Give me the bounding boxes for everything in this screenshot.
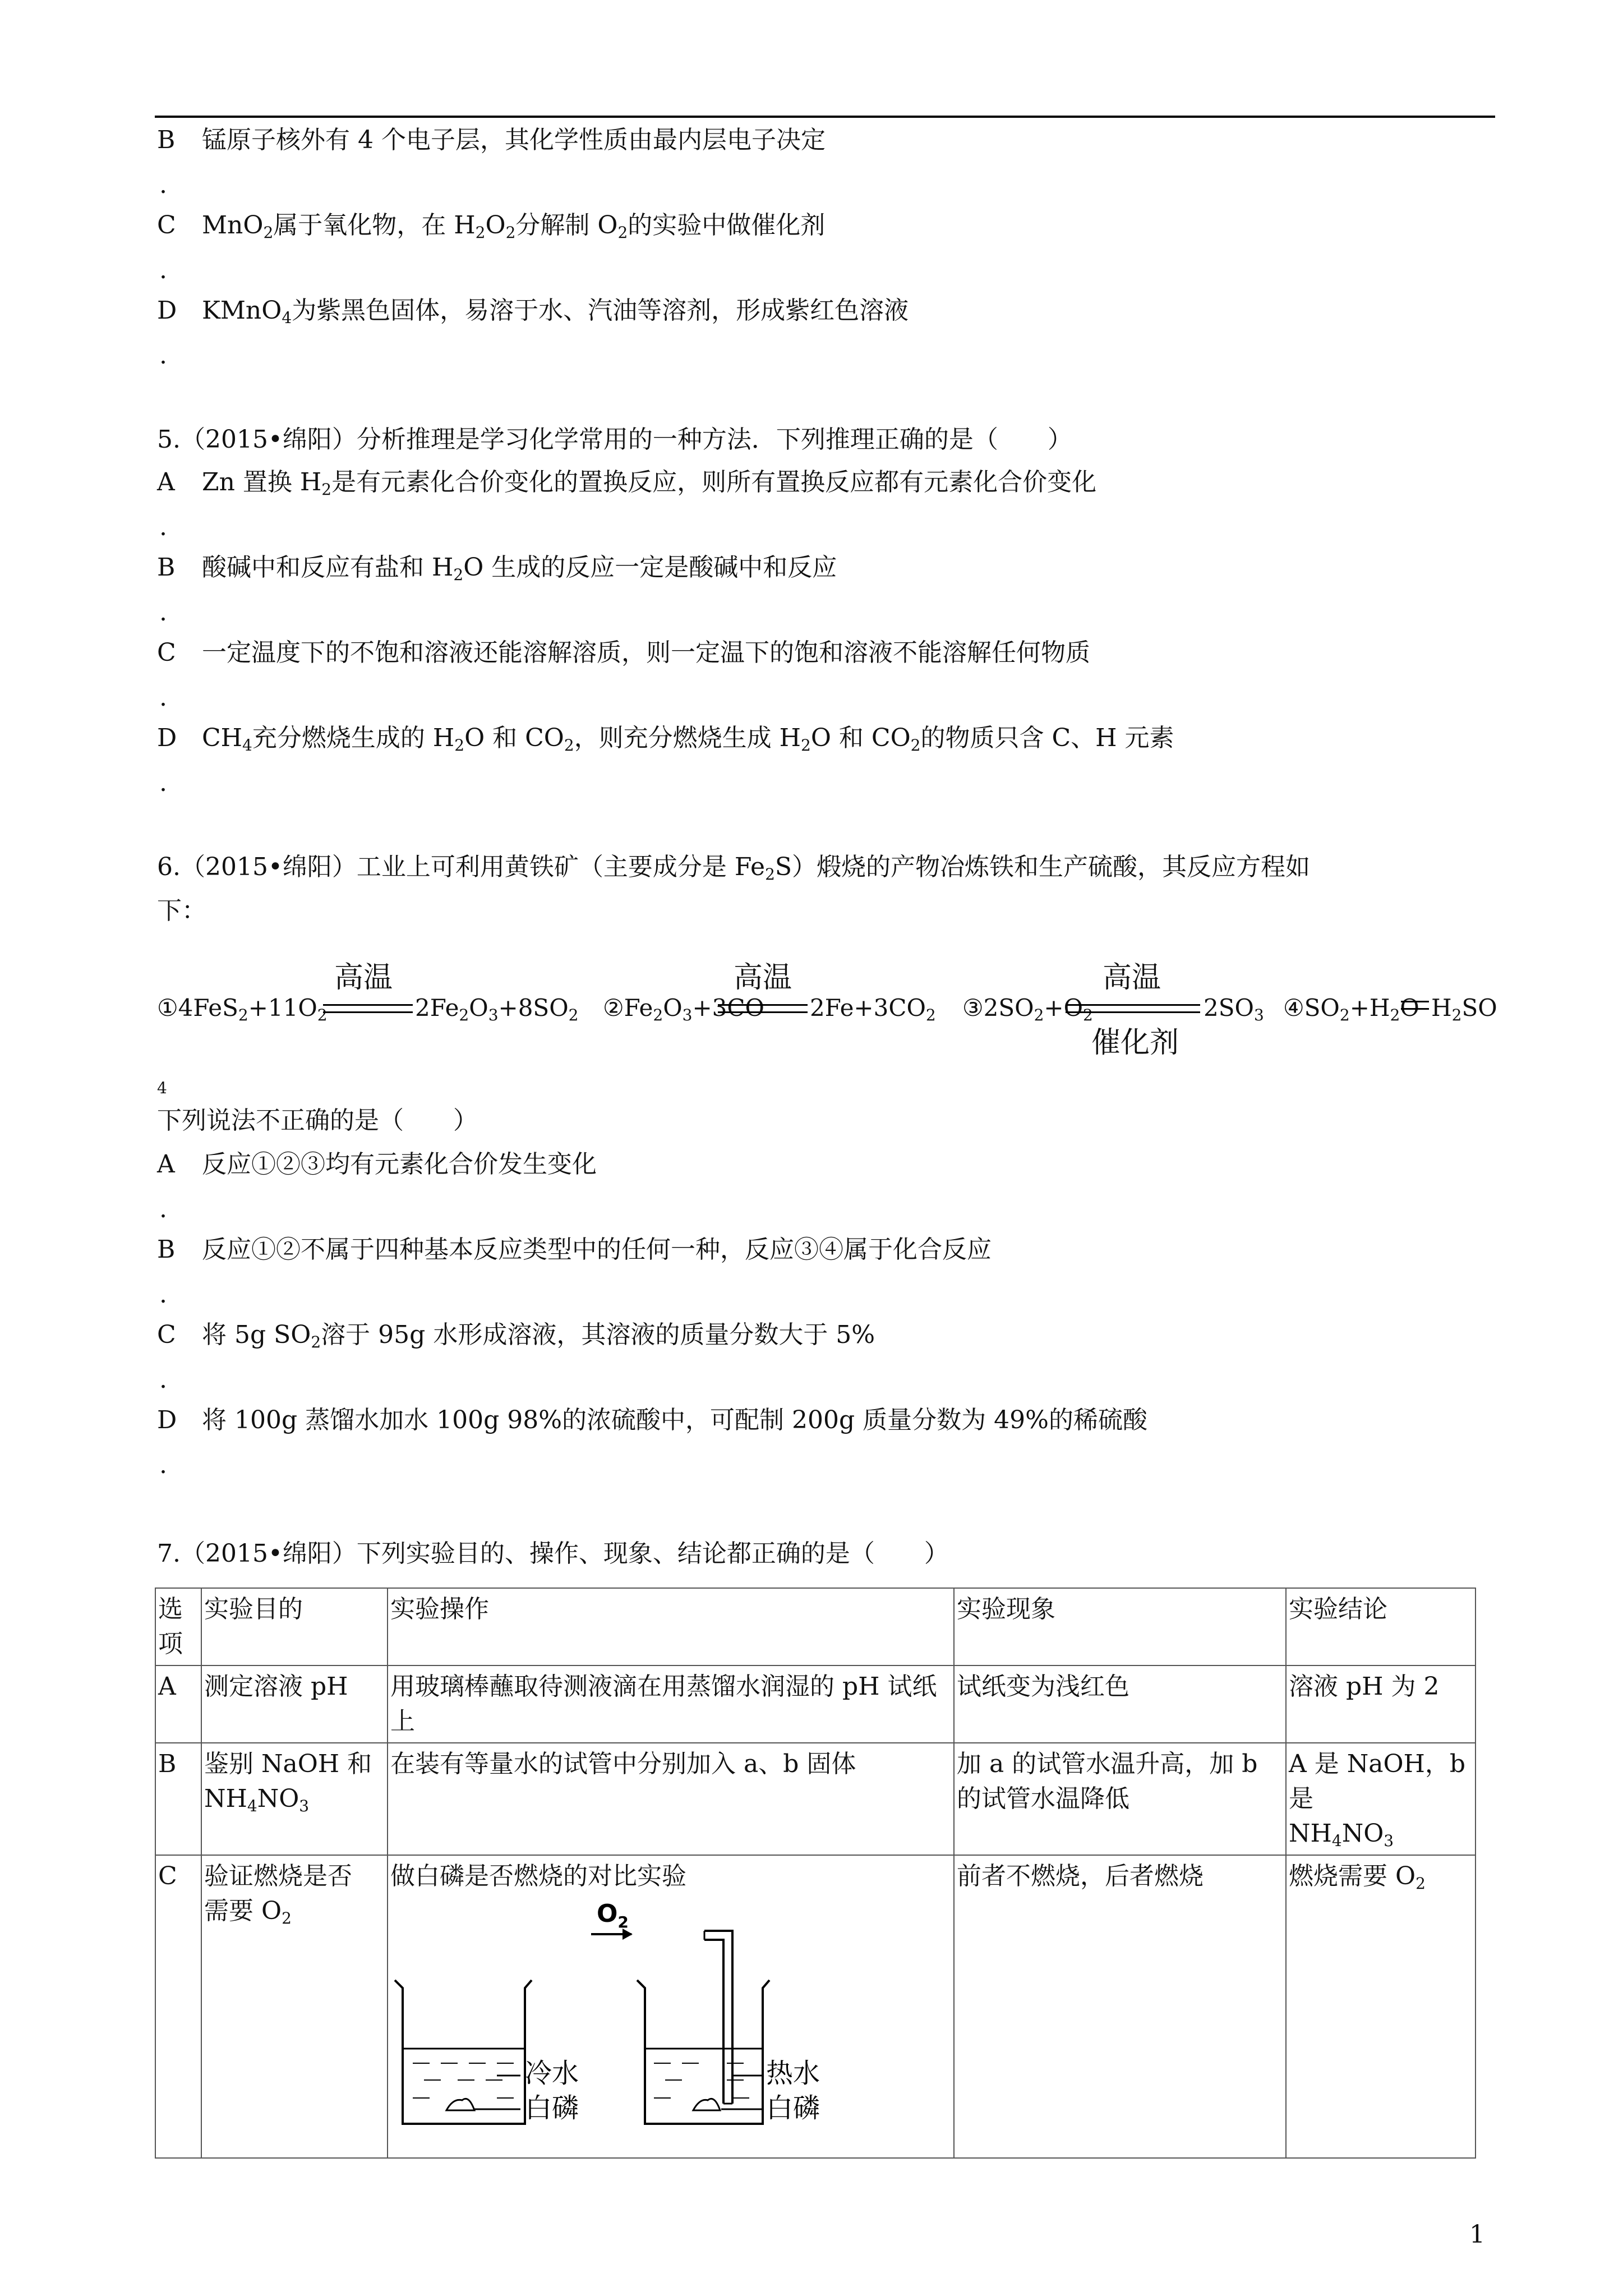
q5-stem: 5.（2015•绵阳）分析推理是学习化学常用的一种方法．下列推理正确的是（ ） xyxy=(157,425,1072,454)
row-b-conclusion: A 是 NaOH，b 是 $NH_4NO_3$ xyxy=(1286,1743,1476,1855)
q6-option-a: A 反应①②③均有元素化合价发生变化 xyxy=(157,1150,597,1179)
condition-catalyst: 催化剂 xyxy=(1091,1026,1179,1060)
q6-stem-line1: 6.（2015•绵阳）工业上可利用黄铁矿（主要成分是 $Fe_2S$）煅烧的产物冶炼铁和生产硫酸，其反应方程如 xyxy=(157,853,1311,884)
reaction-1-reactants: $①4FeS_2+11O_2$ xyxy=(157,994,328,1024)
page-number: 1 xyxy=(1469,2220,1485,2249)
header-purpose: 实验目的 xyxy=(201,1588,388,1665)
reaction-2-reactants: $②Fe_2O_3+3CO$ xyxy=(603,994,764,1024)
row-c-purpose: 验证燃烧是否 需要 $O_2$ xyxy=(201,1855,388,2158)
row-a-phenomenon: 试纸变为浅红色 xyxy=(954,1665,1286,1743)
row-b-purpose: 鉴别 NaOH 和 $NH_4NO_3$ xyxy=(201,1743,388,1855)
q5-option-b: B 酸碱中和反应有盐和 $H_2O$ 生成的反应一定是酸碱中和反应 xyxy=(157,553,837,584)
header-rule xyxy=(155,116,1495,118)
beaker-cold-water xyxy=(395,1980,532,2124)
header-phenomenon: 实验现象 xyxy=(954,1588,1286,1665)
option-dot: . xyxy=(159,769,167,797)
condition-high-temp-1: 高温 xyxy=(334,961,393,995)
label-hot-water: 热水 xyxy=(766,2058,820,2089)
reaction-2-products: $2Fe+3CO_2$ xyxy=(810,994,936,1024)
q4-option-d: D KMnO$_4$为紫黑色固体，易溶于水、汽油等溶剂，形成紫红色溶液 xyxy=(157,296,909,327)
header-option: 选 项 xyxy=(155,1588,201,1665)
q6-option-c: C 将 5g $SO_2$溶于 95g 水形成溶液，其溶液的质量分数大于 5% xyxy=(157,1320,875,1351)
q7-stem: 7.（2015•绵阳）下列实验目的、操作、现象、结论都正确的是（ ） xyxy=(157,1539,949,1568)
condition-high-temp-3: 高温 xyxy=(1103,961,1161,995)
option-dot: . xyxy=(159,598,167,627)
option-dot: . xyxy=(159,513,167,541)
equals-sign-2 xyxy=(718,1004,808,1013)
option-dot: . xyxy=(159,171,167,199)
q4-option-b: B 锰原子核外有 4 个电子层，其化学性质由最内层电子决定 xyxy=(157,126,826,154)
reaction-4-reactants: $④SO_2+H_2O$ xyxy=(1283,994,1419,1024)
q5-option-d: D $CH_4$充分燃烧生成的 $H_2O$ 和 $CO_2$，则充分燃烧生成 $H_2O$ 和 $CO_2$的物质只含 C、H 元素 xyxy=(157,724,1174,754)
q5-option-c: C 一定温度下的不饱和溶液还能溶解溶质，则一定温下的饱和溶液不能溶解任何物质 xyxy=(157,638,1090,667)
label-white-phosphorus-1: 白磷 xyxy=(525,2092,579,2124)
option-dot: . xyxy=(159,1195,167,1223)
q5-option-a: A Zn 置换 $H_2$是有元素化合价变化的置换反应，则所有置换反应都有元素化合价变化 xyxy=(157,468,1097,499)
row-a-purpose: 测定溶液 pH xyxy=(201,1665,388,1743)
beaker-hot-water xyxy=(637,1980,769,2124)
q6-option-d: D 将 100g 蒸馏水加水 100g 98%的浓硫酸中，可配制 200g 质量分数为 49%的稀硫酸 xyxy=(157,1406,1147,1434)
row-c-phenomenon: 前者不燃烧，后者燃烧 xyxy=(954,1855,1286,2158)
header-conclusion: 实验结论 xyxy=(1286,1588,1476,1665)
option-dot: . xyxy=(159,1280,167,1309)
equation-wrap-subscript: 4 xyxy=(157,1079,167,1097)
oxygen-tube xyxy=(704,1931,732,2104)
label-cold-water: 冷水 xyxy=(525,2058,579,2089)
reaction-3-reactants: $③2SO_2+O_2$ xyxy=(962,994,1093,1024)
equals-sign-4 xyxy=(1401,1001,1429,1010)
option-dot: . xyxy=(159,1365,167,1394)
reaction-equations xyxy=(157,954,1503,1066)
label-white-phosphorus-2: 白磷 xyxy=(766,2092,820,2124)
header-operation: 实验操作 xyxy=(388,1588,954,1665)
experiment-table xyxy=(155,1588,1476,2159)
table-header-row xyxy=(155,1588,1476,1665)
row-b-phenomenon: 加 a 的试管水温升高，加 b 的试管水温降低 xyxy=(954,1743,1286,1855)
q6-stem-line2: 下： xyxy=(157,896,206,925)
reaction-3-products: $2SO_3$ xyxy=(1204,994,1264,1024)
table-row xyxy=(155,1743,1476,1855)
row-c-operation xyxy=(388,1855,954,2158)
table-row xyxy=(155,1855,1476,2158)
row-c-operation-text: 做白磷是否燃烧的对比实验 xyxy=(390,1862,686,1890)
row-a-operation: 用玻璃棒蘸取待测液滴在用蒸馏水润湿的 pH 试纸上 xyxy=(388,1665,954,1743)
q6-ask: 下列说法不正确的是（ ） xyxy=(157,1106,478,1135)
q6-option-b: B 反应①②不属于四种基本反应类型中的任何一种，反应③④属于化合反应 xyxy=(157,1235,992,1264)
phosphorus-experiment-figure xyxy=(390,1897,884,2133)
row-a-option: A xyxy=(155,1665,201,1743)
row-c-conclusion: 燃烧需要 $O_2$ xyxy=(1286,1855,1476,2158)
row-b-option: B xyxy=(155,1743,201,1855)
option-dot: . xyxy=(159,683,167,712)
reaction-4-products: $H_2SO$ xyxy=(1431,994,1497,1024)
option-dot: . xyxy=(159,1451,167,1479)
option-dot: . xyxy=(159,341,167,370)
row-a-conclusion: 溶液 pH 为 2 xyxy=(1286,1665,1476,1743)
q4-option-c: C MnO$_2$属于氧化物，在 $H_2O_2$分解制 $O_2$的实验中做催化剂 xyxy=(157,211,826,242)
equals-sign-1 xyxy=(323,1004,413,1013)
label-oxygen: $O_2$ xyxy=(597,1899,629,1931)
condition-high-temp-2: 高温 xyxy=(734,961,792,995)
table-row xyxy=(155,1665,1476,1743)
option-dot: . xyxy=(159,256,167,284)
reaction-1-products: $2Fe_2O_3+8SO_2$ xyxy=(415,994,579,1024)
row-b-operation: 在装有等量水的试管中分别加入 a、b 固体 xyxy=(388,1743,954,1855)
row-c-option: C xyxy=(155,1855,201,2158)
equals-sign-3 xyxy=(1066,1004,1200,1013)
